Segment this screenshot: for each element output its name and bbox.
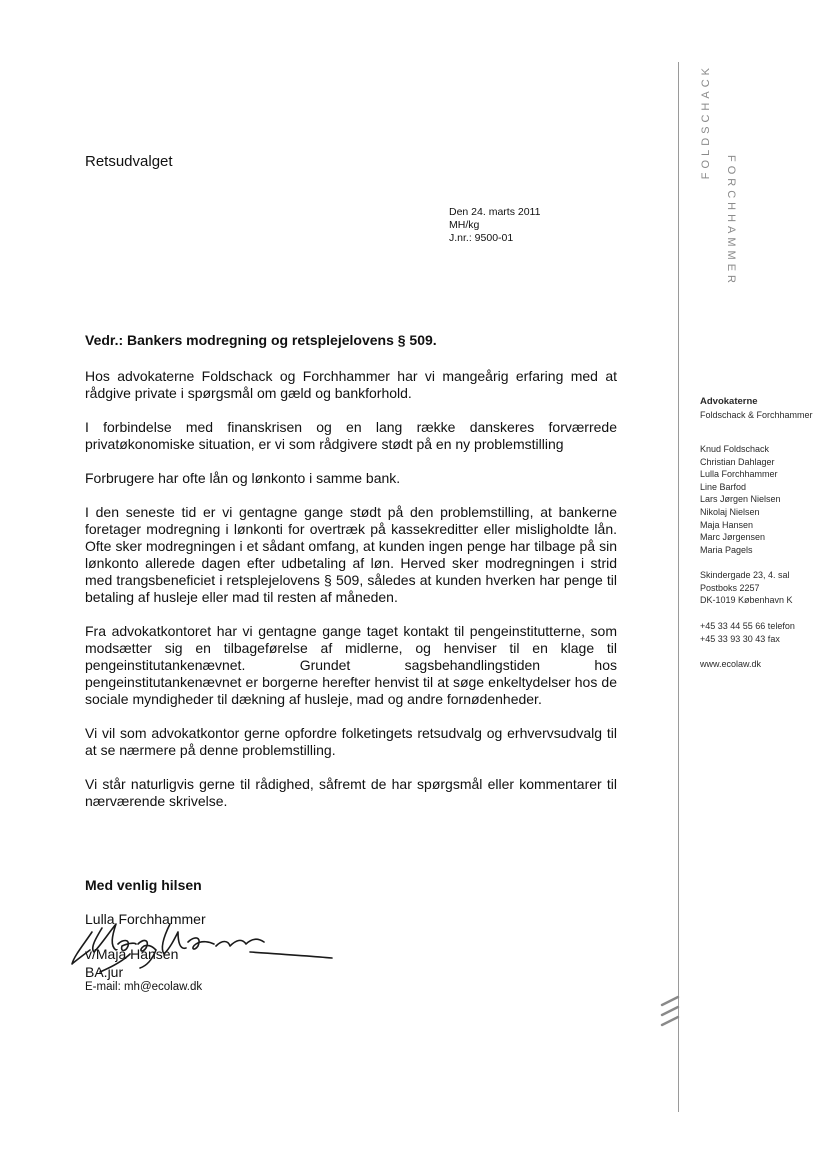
firm-line-1: Advokaterne xyxy=(700,396,758,407)
list-item: Christian Dahlager xyxy=(700,456,775,467)
address-line: Skindergade 23, 4. sal xyxy=(700,570,790,580)
signer-on-behalf: v/Maja Hansen xyxy=(85,946,179,962)
address-line: Postboks 2257 xyxy=(700,582,760,593)
phone-line: +45 33 44 55 66 telefon xyxy=(700,621,795,631)
sidebar-website: www.ecolaw.dk xyxy=(700,659,762,669)
letter-date: Den 24. marts 2011 xyxy=(449,206,541,218)
sidebar-address xyxy=(700,569,793,607)
list-item: Nikolaj Nielsen xyxy=(700,506,760,517)
paragraph: I den seneste tid er vi gentagne gange stødt på den problemstilling, at bankerne foretager modregning i lønkonti for overtræk på kassekreditter eller misligholdte lån. Ofte sker modregningen i et sådant omfang, at kunden ingen penge har tilbage på sin lønkonto allerede dagen efter udbetaling af løn. Herved sker modregningen i strid med trangsbeneficiet i retsplejelovens § 509, således at kunden hverken har penge til betaling af husleje eller mad til resten af måneden. xyxy=(85,504,617,605)
paragraph: I forbindelse med finanskrisen og en lang række danskeres forværrede privatøkonomiske situation, er vi som rådgivere stødt på en ny problemstilling xyxy=(85,419,617,452)
paragraph: Vi står naturligvis gerne til rådighed, såfremt de har spørgsmål eller kommentarer til nærværende skrivelse. xyxy=(85,776,617,809)
firm-line-2: Foldschack & Forchhammer xyxy=(700,409,813,420)
list-item: Maja Hansen xyxy=(700,519,754,530)
brand-vertical-foldschack: FOLDSCHACK xyxy=(700,64,712,180)
firm-logo-mark xyxy=(652,995,682,1035)
case-number: J.nr.: 9500-01 xyxy=(449,232,514,244)
list-item: Lulla Forchhammer xyxy=(700,469,778,480)
sidebar-firm xyxy=(700,396,813,421)
signer-name: Lulla Forchhammer xyxy=(85,911,206,927)
sidebar-phones xyxy=(700,620,795,645)
closing: Med venlig hilsen xyxy=(85,877,202,893)
letter-body xyxy=(85,332,617,810)
date-block xyxy=(449,206,540,245)
subject-line: Vedr.: Bankers modregning og retsplejelovens § 509. xyxy=(85,332,437,348)
handwritten-signature xyxy=(60,914,360,984)
list-item: Maria Pagels xyxy=(700,544,753,555)
list-item: Knud Foldschack xyxy=(700,444,770,454)
list-item: Line Barfod xyxy=(700,481,747,492)
address-line: DK-1019 København K xyxy=(700,595,793,606)
signer-email: E-mail: mh@ecolaw.dk xyxy=(85,981,203,993)
vertical-divider xyxy=(678,62,679,1112)
brand-vertical-forchhammer: FORCHHAMMER xyxy=(725,155,737,287)
sidebar-people-list xyxy=(700,443,781,556)
list-item: Lars Jørgen Nielsen xyxy=(700,494,781,505)
initials: MH/kg xyxy=(449,219,480,231)
paragraph: Hos advokaterne Foldschack og Forchhammer har vi mangeårig erfaring med at rådgive private i spørgsmål om gæld og bankforhold. xyxy=(85,368,617,401)
list-item: Marc Jørgensen xyxy=(700,532,766,543)
paragraph: Forbrugere har ofte lån og lønkonto i samme bank. xyxy=(85,470,401,486)
recipient: Retsudvalget xyxy=(85,153,173,170)
paragraph: Fra advokatkontoret har vi gentagne gange taget kontakt til pengeinstitutterne, som modsætter sig en tilbageførelse af midlerne, og henviser til en klage til pengeinstitutankenævnet. Grundet sagsbehandlingstiden hos pengeinstitutankenævnet er borgerne herefter henvist til at søge enkeltydelser hos de sociale myndigheder til dækning af husleje, mad og andre fornødenheder. xyxy=(85,623,617,707)
paragraph: Vi vil som advokatkontor gerne opfordre folketingets retsudvalg og erhvervsudvalg til at se nærmere på denne problemstilling. xyxy=(85,725,617,758)
signer-title: BA.jur xyxy=(85,964,124,980)
fax-line: +45 33 93 30 43 fax xyxy=(700,633,780,644)
